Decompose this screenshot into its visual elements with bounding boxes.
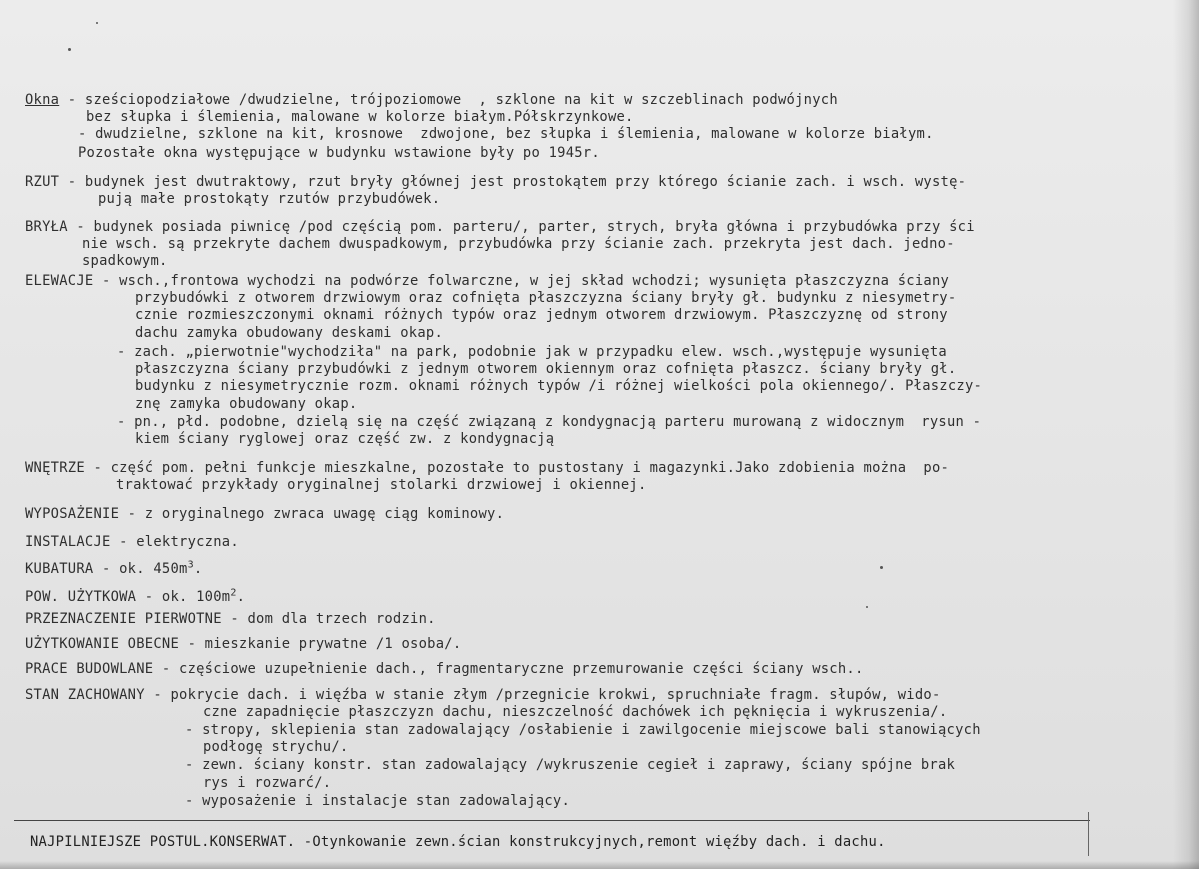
scan-shadow-right xyxy=(1173,0,1199,869)
doc-line: - zewn. ściany konstr. stan zadowalający /wykruszenie cegieł i zaprawy, ściany spójne brak xyxy=(185,757,956,773)
doc-line: podłogę strychu/. xyxy=(203,739,349,755)
footer-postulates: NAJPILNIEJSZE POSTUL.KONSERWAT. -Otynkowanie zewn.ścian konstrukcyjnych,remont więźby dach. i dachu. xyxy=(30,834,886,850)
ink-speck xyxy=(880,566,883,569)
doc-line-prace-budowlane: PRACE BUDOWLANE - częściowe uzupełnienie dach., fragmentaryczne przemurowanie części ściany wsch.. xyxy=(25,661,864,677)
doc-line-kubatura: KUBATURA - ok. $450m^3$. xyxy=(25,559,203,577)
doc-line: - dwudzielne, szklone na kit, krosnowe zdwojone, bez słupka i ślemienia, malowane w kolorze białym. xyxy=(78,126,934,142)
doc-line: cznie rozmieszczonymi oknami różnych typów oraz jednym otworem drzwiowym. Płaszczyznę od strony xyxy=(135,307,948,323)
doc-line-rzut: RZUT - budynek jest dwutraktowy, rzut bryły głównej jest prostokątem przy którego ścianie zach. i wsch. wystę- xyxy=(25,174,967,190)
doc-line: - stropy, sklepienia stan zadowalający /osłabienie i zawilgocenie miejscowe bali stanowiących xyxy=(185,722,981,738)
doc-line: przybudówki z otworem drzwiowym oraz cofnięta płaszczyzna ściany bryły gł. budynku z niesymetry- xyxy=(135,290,957,306)
doc-line: traktować przykłady oryginalnej stolarki drzwiowej i okiennej. xyxy=(116,477,647,493)
doc-line: - zach. „pierwotnie"wychodziła" na park, podobnie jak w przypadku elew. wsch.,występuje wysunięta xyxy=(117,344,947,360)
doc-line-wnetrze: WNĘTRZE - część pom. pełni funkcje mieszkalne, pozostałe to pustostany i magazynki.Jako zdobienia można po- xyxy=(25,460,950,476)
doc-line: - wyposażenie i instalacje stan zadowalający. xyxy=(185,793,571,809)
doc-line-stan-zachowany: STAN ZACHOWANY - pokrycie dach. i więźba w stanie złym /przegnicie krokwi, spruchniałe fragm. słupów, wido- xyxy=(25,687,941,703)
separator-rule xyxy=(14,820,1090,821)
doc-line-uzytkowanie: UŻYTKOWANIE OBECNE - mieszkanie prywatne /1 osoba/. xyxy=(25,636,462,652)
doc-line: rys i rozwarć/. xyxy=(203,775,332,791)
doc-line: płaszczyzna ściany przybudówki z jednym otworem okiennym oraz cofnięta płaszcz. ściany bryły gł. xyxy=(135,361,957,377)
doc-line: budynku z niesymetrycznie rozm. oknami różnych typów /i różnej wielkości pola okiennego/. Płaszczy- xyxy=(135,378,983,394)
section-label-okna: Okna xyxy=(25,92,60,108)
ink-speck xyxy=(866,606,868,608)
doc-line: - pn., płd. podobne, dzielą się na część związaną z kondygnacją parteru murowaną z widocznym rysun - xyxy=(117,414,982,430)
doc-line-instalacje: INSTALACJE - elektryczna. xyxy=(25,534,239,550)
doc-line: pują małe prostokąty rzutów przybudówek. xyxy=(98,191,441,207)
separator-tick xyxy=(1088,812,1089,856)
doc-line: znę zamyka obudowany okap. xyxy=(135,396,358,412)
doc-line: nie wsch. są przekryte dachem dwuspadkowym, przybudówka przy ścianie zach. przekryta jest dach. jedno- xyxy=(82,236,955,252)
ink-speck xyxy=(96,22,98,24)
doc-line-pow-uzytkowa: POW. UŻYTKOWA - ok. $100m^2$. xyxy=(25,587,246,605)
doc-line: czne zapadnięcie płaszczyzn dachu, nieszczelność dachówek ich pęknięcia i wykruszenia/. xyxy=(203,704,948,720)
doc-line-bryla: BRYŁA - budynek posiada piwnicę /pod częścią pom. parteru/, parter, strych, bryła główna i przybudówka przy ści xyxy=(25,219,975,235)
doc-line-okna: Okna - sześciopodziałowe /dwudzielne, trójpoziomowe , szklone na kit w szczeblinach podwójnych xyxy=(25,92,838,108)
doc-line-wyposazenie: WYPOSAŻENIE - z oryginalnego zwraca uwagę ciąg kominowy. xyxy=(25,506,505,522)
doc-line: Pozostałe okna występujące w budynku wstawione były po 1945r. xyxy=(78,145,600,161)
ink-speck xyxy=(68,48,71,51)
doc-line: spadkowym. xyxy=(82,253,168,269)
doc-line-przeznaczenie: PRZEZNACZENIE PIERWOTNE - dom dla trzech rodzin. xyxy=(25,611,436,627)
doc-line: kiem ściany ryglowej oraz część zw. z kondygnacją xyxy=(135,431,555,447)
doc-line: bez słupka i ślemienia, malowane w kolorze białym.Półskrzynkowe. xyxy=(86,109,634,125)
scan-shadow-bottom xyxy=(0,861,1199,869)
doc-line-elewacje: ELEWACJE - wsch.,frontowa wychodzi na podwórze folwarczne, w jej skład wchodzi; wysunięta płaszczyzna ściany xyxy=(25,273,950,289)
doc-line: dachu zamyka obudowany deskami okap. xyxy=(135,325,444,341)
